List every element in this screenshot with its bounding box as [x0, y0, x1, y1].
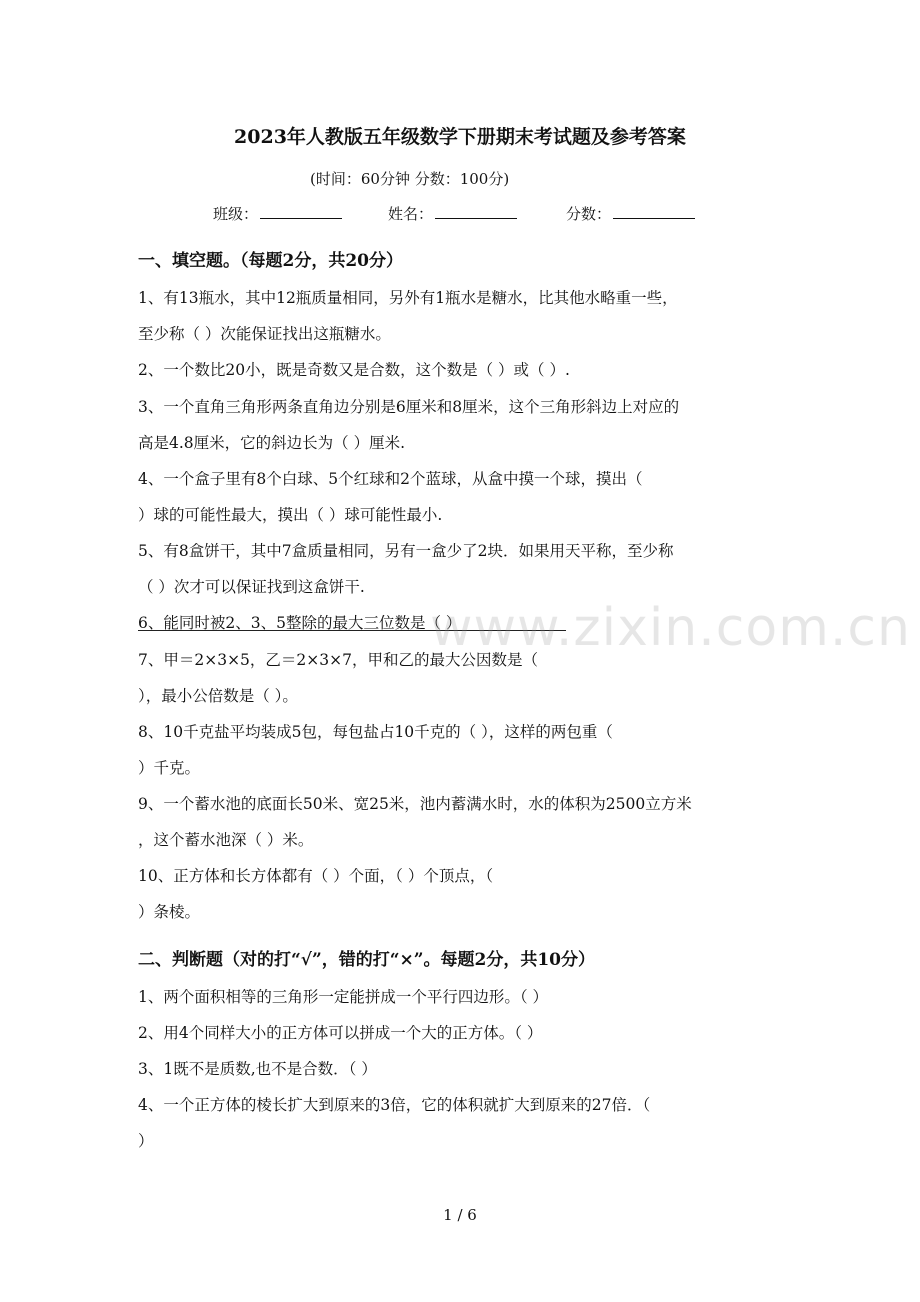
score-label: 分数： — [566, 205, 612, 223]
s1-line-4: 3、一个直角三角形两条直角边分别是6厘米和8厘米，这个三角形斜边上对应的 — [138, 398, 680, 416]
s1-line-17: 10、正方体和长方体都有（ ）个面，（ ）个顶点，（ — [138, 867, 494, 885]
class-field — [213, 203, 342, 224]
s1-line-10: 6、能同时被2、3、5整除的最大三位数是（ ） — [138, 614, 462, 632]
class-label: 班级： — [213, 205, 259, 223]
name-blank — [435, 204, 517, 219]
s1-line-13: 8、10千克盐平均装成5包，每包盐占10千克的（ ），这样的两包重（ — [138, 723, 613, 741]
s2-line-4: 4、一个正方体的棱长扩大到原来的3倍，它的体积就扩大到原来的27倍．（ — [138, 1096, 651, 1114]
watermark: www.zixin.com.cn — [430, 598, 911, 658]
name-label: 姓名： — [388, 205, 434, 223]
s2-line-2: 2、用4个同样大小的正方体可以拼成一个大的正方体。（ ） — [138, 1024, 543, 1042]
s1-line-6: 4、一个盒子里有8个白球、5个红球和2个蓝球，从盒中摸一个球，摸出（ — [138, 470, 643, 488]
s2-line-3: 3、1既不是质数,也不是合数．（ ） — [138, 1060, 377, 1078]
document-title: 2023年人教版五年级数学下册期末考试题及参考答案 — [234, 126, 686, 148]
page-number: 1 / 6 — [443, 1206, 477, 1224]
s1-line-12: ），最小公倍数是（ ）。 — [138, 687, 298, 705]
section-2-heading: 二、判断题（对的打“√”，错的打“×”。每题2分，共10分） — [138, 950, 596, 970]
exam-meta: (时间：60分钟 分数：100分) — [310, 170, 510, 188]
s1-line-5: 高是4.8厘米，它的斜边长为（ ）厘米. — [138, 434, 406, 452]
s2-line-5: ） — [138, 1132, 154, 1150]
s1-line-18: ）条棱。 — [138, 903, 201, 921]
s1-line-14: ）千克。 — [138, 759, 201, 777]
s2-line-1: 1、两个面积相等的三角形一定能拼成一个平行四边形。（ ） — [138, 988, 549, 1006]
score-blank — [613, 204, 695, 219]
s1-line-7: ）球的可能性最大，摸出（ ）球可能性最小. — [138, 506, 443, 524]
score-field — [566, 203, 695, 224]
section-1-heading: 一、填空题。（每题2分，共20分） — [138, 251, 403, 271]
s1-line-11: 7、甲＝2×3×5，乙＝2×3×7，甲和乙的最大公因数是（ — [138, 651, 538, 669]
class-blank — [260, 204, 342, 219]
s1-line-15: 9、一个蓄水池的底面长50米、宽25米，池内蓄满水时，水的体积为2500立方米 — [138, 795, 692, 813]
s1-line-2: 至少称（ ）次能保证找出这瓶糖水。 — [138, 325, 391, 343]
s1-line-3: 2、一个数比20小，既是奇数又是合数，这个数是（ ）或（ ）. — [138, 361, 570, 379]
s1-line-9: （ ）次才可以保证找到这盒饼干. — [138, 578, 365, 596]
s1-line-16: ，这个蓄水池深（ ）米。 — [138, 831, 314, 849]
s1-line-8: 5、有8盒饼干，其中7盒质量相同，另有一盒少了2块．如果用天平称，至少称 — [138, 542, 674, 560]
s1-line-1: 1、有13瓶水，其中12瓶质量相同，另外有1瓶水是糖水，比其他水略重一些， — [138, 289, 678, 307]
name-field — [388, 203, 517, 224]
